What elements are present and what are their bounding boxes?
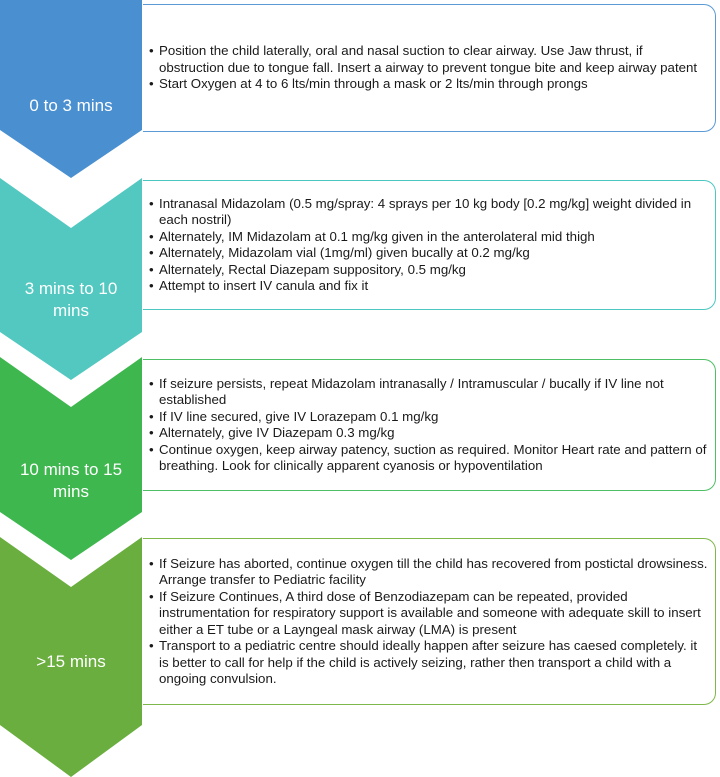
- stage-2-item: • Attempt to insert IV canula and fix it: [149, 278, 709, 295]
- stage-2-item: • Alternately, Rectal Diazepam suppository, 0.5 mg/kg: [149, 262, 709, 279]
- stage-3-label: 10 mins to 15 mins: [19, 460, 123, 501]
- stage-2-item: • Intranasal Midazolam (0.5 mg/spray: 4 sprays per 10 kg body [0.2 mg/kg] weight divided in each nostril): [149, 196, 709, 229]
- stage-3-box: [143, 359, 716, 491]
- stage-3-item: • If IV line secured, give IV Lorazepam 0.1 mg/kg: [149, 409, 709, 426]
- stage-1-item: • Position the child laterally, oral and nasal suction to clear airway. Use Jaw thrust, if obstruction due to tongue fall. Insert a airway to prevent tongue bite and keep airway patent: [149, 43, 709, 76]
- stage-4-label: >15 mins: [36, 652, 106, 671]
- stage-1-chevron: [0, 0, 142, 178]
- stage-1-box: [143, 4, 716, 132]
- stage-1-item: • Start Oxygen at 4 to 6 lts/min through a mask or 2 lts/min through prongs: [149, 76, 709, 93]
- stage-3-item: • Continue oxygen, keep airway patency, suction as required. Monitor Heart rate and pattern of breathing. Look for clinically apparent cyanosis or hypoventilation: [149, 442, 709, 475]
- stage-4-item: • If Seizure Continues, A third dose of Benzodiazepam can be repeated, provided instrumentation for respiratory support is available and someone with adequate skill to insert either a ET tube or a Layngeal mask airway (LMA) is present: [149, 589, 709, 639]
- stage-3-list: [149, 376, 709, 475]
- stage-1-list: [149, 43, 709, 93]
- stage-3-item: • Alternately, give IV Diazepam 0.3 mg/kg: [149, 425, 709, 442]
- stage-2-box: [143, 180, 716, 310]
- stage-4-list: [149, 556, 709, 688]
- stage-4-box: [143, 538, 716, 705]
- stage-2-list: [149, 196, 709, 295]
- stage-3-item: • If seizure persists, repeat Midazolam intranasally / Intramuscular / bucally if IV line not established: [149, 376, 709, 409]
- stage-4-item: • If Seizure has aborted, continue oxygen till the child has recovered from postictal drowsiness. Arrange transfer to Pediatric facility: [149, 556, 709, 589]
- stage-2-label: 3 mins to 10 mins: [24, 279, 118, 320]
- stage-2-item: • Alternately, IM Midazolam at 0.1 mg/kg given in the anterolateral mid thigh: [149, 229, 709, 246]
- stage-1-label: 0 to 3 mins: [29, 96, 113, 115]
- stage-4-item: • Transport to a pediatric centre should ideally happen after seizure has caesed completely. it is better to call for help if the child is actively seizing, rather then transport a child with a ongoing convulsion.: [149, 638, 709, 688]
- stage-2-item: • Alternately, Midazolam vial (1mg/ml) given bucally at 0.2 mg/kg: [149, 245, 709, 262]
